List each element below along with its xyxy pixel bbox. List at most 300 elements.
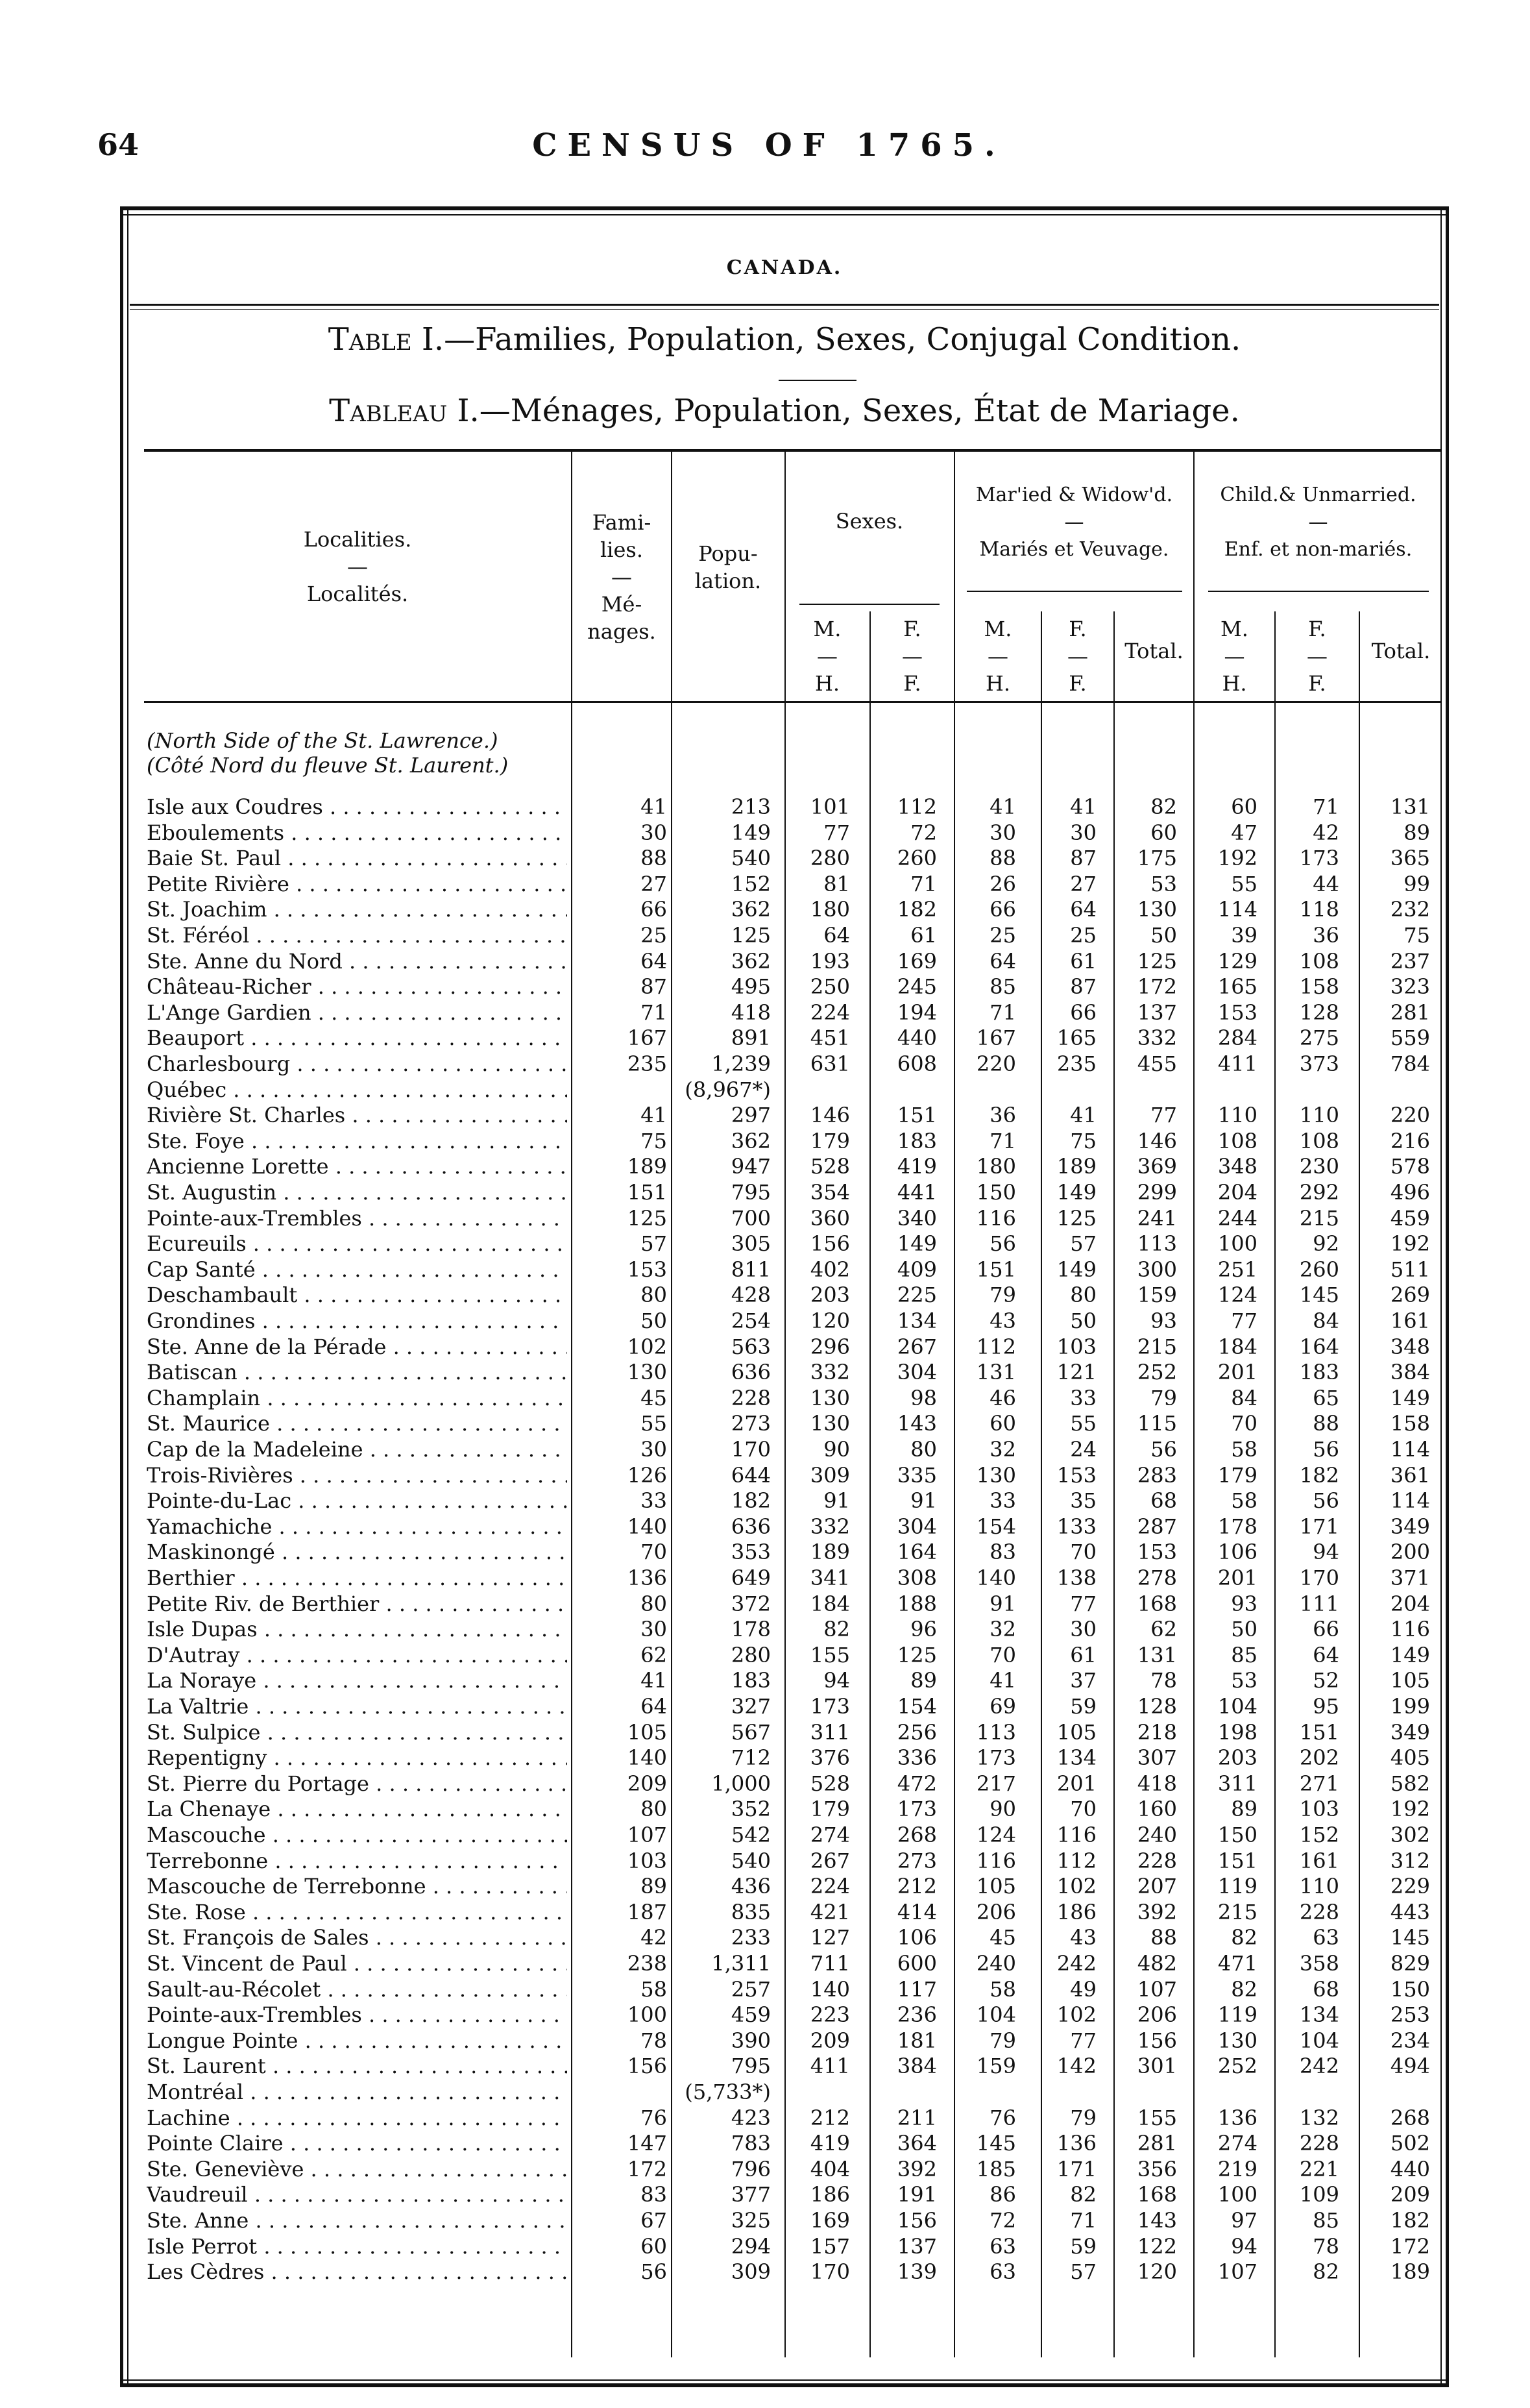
locality-name: Montréal . . . [147, 2080, 567, 2106]
cell-married-m: 206 [976, 1899, 1016, 1924]
cell-married-m: 63 [990, 2233, 1016, 2259]
table-row [144, 1617, 1442, 1643]
locality-name: Batiscan . . . [147, 1360, 567, 1386]
cell-children-total: 784 [1390, 1051, 1430, 1076]
header-dash: — [1224, 644, 1245, 669]
cell-children-m: 70 [1231, 1411, 1257, 1436]
cell-population: 495 [731, 974, 771, 1000]
cell-children-f: 215 [1299, 1205, 1339, 1231]
header-sexes: Sexes. [835, 509, 904, 534]
cell-families: 238 [627, 1951, 667, 1976]
cell-population: 233 [731, 1925, 771, 1950]
header-localities: Localities. [303, 527, 412, 552]
locality-name: La Noraye . . . [147, 1668, 567, 1694]
running-title: CENSUS OF 1765. [532, 127, 1006, 164]
cell-children-total: 349 [1390, 1719, 1430, 1745]
locality-name: Pointe-du-Lac . . . [147, 1488, 567, 1514]
cell-married-total: 228 [1137, 1848, 1177, 1873]
table-row [144, 1720, 1442, 1746]
cell-children-total: 511 [1390, 1257, 1430, 1282]
cell-married-total: 137 [1137, 1000, 1177, 1025]
cell-sexes-f: 71 [910, 871, 937, 896]
cell-married-total: 482 [1137, 1951, 1177, 1976]
table-row [144, 1334, 1442, 1360]
cell-married-m: 32 [990, 1617, 1016, 1642]
cell-married-f: 105 [1056, 1719, 1097, 1745]
header-enfants: Enf. et non-mariés. [1224, 538, 1413, 561]
header-sexes-m: M. [813, 617, 842, 641]
table-row [144, 1925, 1442, 1951]
cell-married-total: 77 [1150, 1103, 1177, 1128]
locality-name: Rivière St. Charles . . . [147, 1103, 567, 1129]
cell-children-total: 494 [1390, 2054, 1430, 2079]
cell-married-total: 332 [1137, 1026, 1177, 1051]
cell-families: 45 [640, 1385, 667, 1410]
table-row [144, 1051, 1442, 1077]
locality-name: Eboulements . . . [147, 820, 567, 846]
cell-sexes-f: 72 [910, 820, 937, 845]
cell-children-f: 228 [1299, 2131, 1339, 2156]
table-row [144, 1874, 1442, 1900]
cell-sexes-f: 304 [897, 1360, 937, 1385]
cell-children-m: 53 [1231, 1668, 1257, 1693]
cell-married-f: 82 [1070, 2182, 1097, 2207]
cell-children-f: 111 [1299, 1591, 1339, 1616]
cell-married-m: 145 [976, 2131, 1016, 2156]
locality-name: Mascouche . . . [147, 1823, 567, 1849]
cell-sexes-f: 169 [897, 948, 937, 974]
cell-married-m: 70 [990, 1642, 1016, 1667]
cell-married-f: 41 [1070, 1103, 1097, 1128]
header-maries: Mariés et Veuvage. [979, 538, 1169, 561]
cell-married-f: 57 [1070, 1231, 1097, 1257]
cell-sexes-m: 402 [810, 1257, 850, 1282]
table-row [144, 1668, 1442, 1694]
cell-population: 1,239 [711, 1051, 771, 1076]
locality-name: Terrebonne . . . [147, 1849, 567, 1874]
cell-married-total: 218 [1137, 1719, 1177, 1745]
cell-married-f: 77 [1070, 1591, 1097, 1616]
cell-families: 41 [640, 1668, 667, 1693]
cell-married-f: 59 [1070, 1694, 1097, 1719]
cell-married-m: 154 [976, 1514, 1016, 1539]
cell-sexes-m: 193 [810, 948, 850, 974]
cell-children-m: 124 [1217, 1283, 1257, 1308]
cell-population: 297 [731, 1103, 771, 1128]
cell-sexes-f: 134 [897, 1308, 937, 1333]
cell-children-f: 275 [1299, 1026, 1339, 1051]
cell-sexes-f: 181 [897, 2028, 937, 2053]
cell-families: 107 [627, 1823, 667, 1847]
cell-sexes-m: 223 [810, 2002, 850, 2028]
locality-name: St. Maurice . . . [147, 1411, 567, 1437]
cell-sexes-m: 82 [823, 1617, 850, 1642]
cell-sexes-f: 89 [910, 1668, 937, 1693]
cell-married-f: 189 [1056, 1154, 1097, 1179]
cell-children-m: 151 [1217, 1848, 1257, 1873]
cell-children-total: 234 [1390, 2028, 1430, 2053]
cell-children-f: 56 [1313, 1488, 1339, 1514]
cell-children-m: 136 [1217, 2105, 1257, 2130]
cell-sexes-f: 112 [897, 794, 937, 819]
cell-population: 182 [731, 1488, 771, 1514]
cell-sexes-m: 157 [810, 2233, 850, 2259]
cell-married-f: 116 [1056, 1823, 1097, 1847]
cell-population: 567 [731, 1719, 771, 1745]
cell-married-m: 88 [990, 846, 1016, 871]
cell-children-f: 183 [1299, 1360, 1339, 1385]
cell-married-f: 49 [1070, 1976, 1097, 2002]
cell-sexes-m: 341 [810, 1566, 850, 1590]
cell-married-total: 125 [1137, 948, 1177, 974]
locality-name: St. François de Sales . . . [147, 1925, 567, 1951]
cell-sexes-f: 117 [897, 1976, 937, 2002]
cell-population: 644 [731, 1462, 771, 1488]
cell-children-f: 221 [1299, 2156, 1339, 2181]
table-row [144, 1360, 1442, 1386]
cell-married-f: 75 [1070, 1128, 1097, 1153]
locality-name: D'Autray . . . [147, 1643, 567, 1669]
cell-population: 305 [731, 1231, 771, 1257]
cell-children-f: 94 [1313, 1540, 1339, 1565]
cell-children-total: 114 [1390, 1437, 1430, 1462]
cell-children-total: 237 [1390, 948, 1430, 974]
locality-name: Baie St. Paul . . . [147, 846, 567, 872]
locality-name: Vaudreuil . . . [147, 2182, 567, 2208]
cell-children-f: 66 [1313, 1617, 1339, 1642]
cell-married-m: 86 [990, 2182, 1016, 2207]
cell-children-f: 358 [1299, 1951, 1339, 1976]
cell-children-m: 201 [1217, 1566, 1257, 1590]
cell-children-m: 198 [1217, 1719, 1257, 1745]
cell-population: 428 [731, 1283, 771, 1308]
cell-married-f: 55 [1070, 1411, 1097, 1436]
cell-population: 423 [731, 2105, 771, 2130]
cell-married-total: 455 [1137, 1051, 1177, 1076]
cell-married-total: 175 [1137, 846, 1177, 871]
cell-children-f: 145 [1299, 1283, 1339, 1308]
cell-children-f: 52 [1313, 1668, 1339, 1693]
cell-children-total: 559 [1390, 1026, 1430, 1051]
cell-married-m: 116 [976, 1205, 1016, 1231]
cell-children-m: 274 [1217, 2131, 1257, 2156]
cell-sexes-f: 149 [897, 1231, 937, 1257]
cell-population: 712 [731, 1745, 771, 1771]
locality-name: St. Augustin . . . [147, 1180, 567, 1206]
cell-married-total: 172 [1137, 974, 1177, 1000]
cell-children-m: 94 [1231, 2233, 1257, 2259]
cell-families: 58 [640, 1976, 667, 2002]
cell-children-total: 189 [1390, 2259, 1430, 2285]
cell-sexes-m: 354 [810, 1180, 850, 1205]
cell-children-total: 199 [1390, 1694, 1430, 1719]
cell-children-m: 165 [1217, 974, 1257, 1000]
cell-married-m: 71 [990, 1000, 1016, 1025]
cell-children-f: 132 [1299, 2105, 1339, 2130]
locality-name: St. Féréol . . . [147, 923, 567, 949]
header-sexes-f-fr: F. [903, 671, 921, 696]
table-row [144, 1540, 1442, 1566]
cell-sexes-m: 127 [810, 1925, 850, 1950]
cell-children-f: 109 [1299, 2182, 1339, 2207]
cell-population: (8,967*) [685, 1077, 771, 1102]
cell-children-m: 84 [1231, 1385, 1257, 1410]
running-head [97, 127, 1440, 173]
cell-families: 189 [627, 1154, 667, 1179]
cell-children-m: 58 [1231, 1437, 1257, 1462]
cell-children-m: 215 [1217, 1899, 1257, 1924]
cell-children-f: 260 [1299, 1257, 1339, 1282]
cell-children-m: 150 [1217, 1823, 1257, 1847]
cell-population: 362 [731, 1128, 771, 1153]
cell-married-m: 124 [976, 1823, 1016, 1847]
cell-married-total: 82 [1150, 794, 1177, 819]
cell-married-m: 140 [976, 1566, 1016, 1590]
table-row [144, 1129, 1442, 1155]
table-row [144, 1771, 1442, 1797]
table-row [144, 2002, 1442, 2028]
locality-name: Cap Santé . . . [147, 1257, 567, 1283]
country-heading: CANADA. [726, 256, 843, 279]
cell-children-total: 149 [1390, 1385, 1430, 1410]
cell-children-f: 78 [1313, 2233, 1339, 2259]
cell-sexes-f: 125 [897, 1642, 937, 1667]
cell-families: 78 [640, 2028, 667, 2053]
cell-population: (5,733*) [685, 2080, 771, 2104]
cell-children-total: 443 [1390, 1899, 1430, 1924]
cell-sexes-m: 180 [810, 897, 850, 922]
cell-sexes-f: 164 [897, 1540, 937, 1565]
locality-name: Ecureuils . . . [147, 1231, 567, 1257]
cell-children-m: 129 [1217, 948, 1257, 974]
cell-sexes-f: 273 [897, 1848, 937, 1873]
cell-married-f: 41 [1070, 794, 1097, 819]
header-married-f-fr: F. [1069, 671, 1087, 696]
cell-children-m: 119 [1217, 2002, 1257, 2028]
cell-married-m: 71 [990, 1128, 1016, 1153]
cell-sexes-m: 311 [810, 1719, 850, 1745]
cell-married-total: 168 [1137, 1591, 1177, 1616]
cell-sexes-f: 392 [897, 2156, 937, 2181]
header-dash: — [902, 644, 923, 669]
cell-married-total: 107 [1137, 1976, 1177, 2002]
cell-population: 327 [731, 1694, 771, 1719]
cell-sexes-f: 268 [897, 1823, 937, 1847]
cell-children-total: 302 [1390, 1823, 1430, 1847]
cell-population: 891 [731, 1026, 771, 1051]
caption-english-prefix: Table I. [328, 321, 444, 358]
cell-children-total: 131 [1390, 794, 1430, 819]
header-dash: — [817, 644, 838, 669]
cell-children-m: 39 [1231, 923, 1257, 948]
table-row [144, 1000, 1442, 1026]
cell-children-f: 64 [1313, 1642, 1339, 1667]
cell-families: 80 [640, 1797, 667, 1822]
header-married: Mar'ied & Widow'd. [975, 484, 1173, 506]
cell-married-f: 27 [1070, 871, 1097, 896]
table-row [144, 2080, 1442, 2106]
cell-sexes-m: 528 [810, 1154, 850, 1179]
header-married-total: Total. [1124, 639, 1184, 663]
cell-population: 254 [731, 1308, 771, 1333]
cell-sexes-m: 90 [823, 1437, 850, 1462]
cell-children-total: 89 [1403, 820, 1430, 845]
cell-families: 147 [627, 2131, 667, 2156]
cell-children-f: 151 [1299, 1719, 1339, 1745]
header-dash: — [988, 644, 1008, 669]
cell-married-f: 121 [1056, 1360, 1097, 1385]
header-dash: — [1308, 511, 1328, 534]
cell-population: 795 [731, 1180, 771, 1205]
cell-married-m: 112 [976, 1334, 1016, 1359]
cell-married-f: 87 [1070, 846, 1097, 871]
cell-sexes-f: 419 [897, 1154, 937, 1179]
table-row [144, 949, 1442, 975]
cell-married-total: 299 [1137, 1180, 1177, 1205]
cell-married-m: 69 [990, 1694, 1016, 1719]
cell-married-total: 113 [1137, 1231, 1177, 1257]
cell-sexes-m: 280 [810, 846, 850, 871]
cell-children-m: 100 [1217, 1231, 1257, 1257]
locality-name: Ste. Anne du Nord . . . [147, 949, 567, 975]
cell-sexes-f: 267 [897, 1334, 937, 1359]
table-row [144, 820, 1442, 846]
cell-sexes-m: 156 [810, 1231, 850, 1257]
cell-married-total: 300 [1137, 1257, 1177, 1282]
cell-sexes-f: 335 [897, 1462, 937, 1488]
cell-children-total: 365 [1390, 846, 1430, 871]
cell-married-f: 35 [1070, 1488, 1097, 1514]
table-row [144, 897, 1442, 923]
cell-children-f: 230 [1299, 1154, 1339, 1179]
cell-married-total: 283 [1137, 1462, 1177, 1488]
cell-families: 50 [640, 1308, 667, 1333]
locality-name: L'Ange Gardien . . . [147, 1000, 567, 1026]
cell-sexes-f: 91 [910, 1488, 937, 1514]
cell-children-f: 95 [1313, 1694, 1339, 1719]
cell-children-m: 119 [1217, 1874, 1257, 1899]
census-table [144, 449, 1442, 2370]
locality-name: Maskinongé . . . [147, 1540, 567, 1566]
cell-children-f: 182 [1299, 1462, 1339, 1488]
cell-population: 649 [731, 1566, 771, 1590]
table-row [144, 1797, 1442, 1823]
cell-sexes-f: 106 [897, 1925, 937, 1950]
cell-families: 70 [640, 1540, 667, 1565]
cell-married-f: 70 [1070, 1797, 1097, 1822]
header-children-m: M. [1220, 617, 1248, 641]
cell-children-m: 219 [1217, 2156, 1257, 2181]
table-row [144, 923, 1442, 949]
cell-children-m: 130 [1217, 2028, 1257, 2053]
locality-name: Champlain . . . [147, 1386, 567, 1412]
cell-sexes-m: 155 [810, 1642, 850, 1667]
cell-sexes-f: 137 [897, 2233, 937, 2259]
cell-families: 209 [627, 1771, 667, 1796]
cell-sexes-m: 250 [810, 974, 850, 1000]
cell-married-f: 61 [1070, 948, 1097, 974]
cell-children-total: 349 [1390, 1514, 1430, 1539]
cell-married-total: 153 [1137, 1540, 1177, 1565]
table-row [144, 1206, 1442, 1232]
cell-sexes-m: 209 [810, 2028, 850, 2053]
cell-population: 170 [731, 1437, 771, 1462]
table-row [144, 1745, 1442, 1771]
cell-married-f: 134 [1056, 1745, 1097, 1771]
caption-english [120, 321, 1449, 358]
cell-children-m: 471 [1217, 1951, 1257, 1976]
cell-sexes-m: 184 [810, 1591, 850, 1616]
cell-population: 294 [731, 2233, 771, 2259]
cell-population: 811 [731, 1257, 771, 1282]
locality-name: Longue Pointe . . . [147, 2028, 567, 2054]
cell-married-m: 185 [976, 2156, 1016, 2181]
cell-sexes-m: 274 [810, 1823, 850, 1847]
cell-children-total: 182 [1390, 2208, 1430, 2233]
cell-married-f: 25 [1070, 923, 1097, 948]
cell-families: 71 [640, 1000, 667, 1025]
cell-children-f: 88 [1313, 1411, 1339, 1436]
table-row [144, 872, 1442, 898]
cell-married-f: 30 [1070, 820, 1097, 845]
cell-sexes-m: 94 [823, 1668, 850, 1693]
cell-sexes-f: 154 [897, 1694, 937, 1719]
cell-sexes-f: 304 [897, 1514, 937, 1539]
cell-sexes-f: 191 [897, 2182, 937, 2207]
table-row [144, 2131, 1442, 2157]
cell-population: 125 [731, 923, 771, 948]
cell-sexes-f: 183 [897, 1128, 937, 1153]
table-row [144, 1283, 1442, 1308]
cell-sexes-f: 409 [897, 1257, 937, 1282]
table-row [144, 1154, 1442, 1180]
cell-married-m: 45 [990, 1925, 1016, 1950]
cell-married-f: 149 [1056, 1257, 1097, 1282]
cell-children-m: 104 [1217, 1694, 1257, 1719]
cell-children-f: 118 [1299, 897, 1339, 922]
cell-families: 56 [640, 2259, 667, 2285]
cell-married-m: 41 [990, 1668, 1016, 1693]
cell-children-total: 161 [1390, 1308, 1430, 1333]
cell-children-m: 153 [1217, 1000, 1257, 1025]
cell-married-m: 72 [990, 2208, 1016, 2233]
cell-children-m: 60 [1231, 794, 1257, 819]
table-row [144, 2028, 1442, 2054]
cell-families: 156 [627, 2054, 667, 2079]
cell-families: 30 [640, 1617, 667, 1642]
cell-children-f: 134 [1299, 2002, 1339, 2028]
cell-children-m: 204 [1217, 1180, 1257, 1205]
cell-married-f: 24 [1070, 1437, 1097, 1462]
cell-married-total: 307 [1137, 1745, 1177, 1771]
cell-married-total: 115 [1137, 1411, 1177, 1436]
locality-name: Ancienne Lorette . . . [147, 1154, 567, 1180]
cell-families: 25 [640, 923, 667, 948]
table-row [144, 1514, 1442, 1540]
cell-children-total: 312 [1390, 1848, 1430, 1873]
cell-sexes-m: 169 [810, 2208, 850, 2233]
cell-children-f: 84 [1313, 1308, 1339, 1333]
cell-married-m: 91 [990, 1591, 1016, 1616]
locality-name: Québec . . . [147, 1077, 567, 1103]
table-row [144, 1694, 1442, 1720]
cell-married-total: 131 [1137, 1642, 1177, 1667]
cell-population: 183 [731, 1668, 771, 1693]
cell-children-m: 77 [1231, 1308, 1257, 1333]
locality-name: Deschambault . . . [147, 1283, 567, 1308]
cell-families: 80 [640, 1591, 667, 1616]
header-children-f: F. [1308, 617, 1326, 641]
